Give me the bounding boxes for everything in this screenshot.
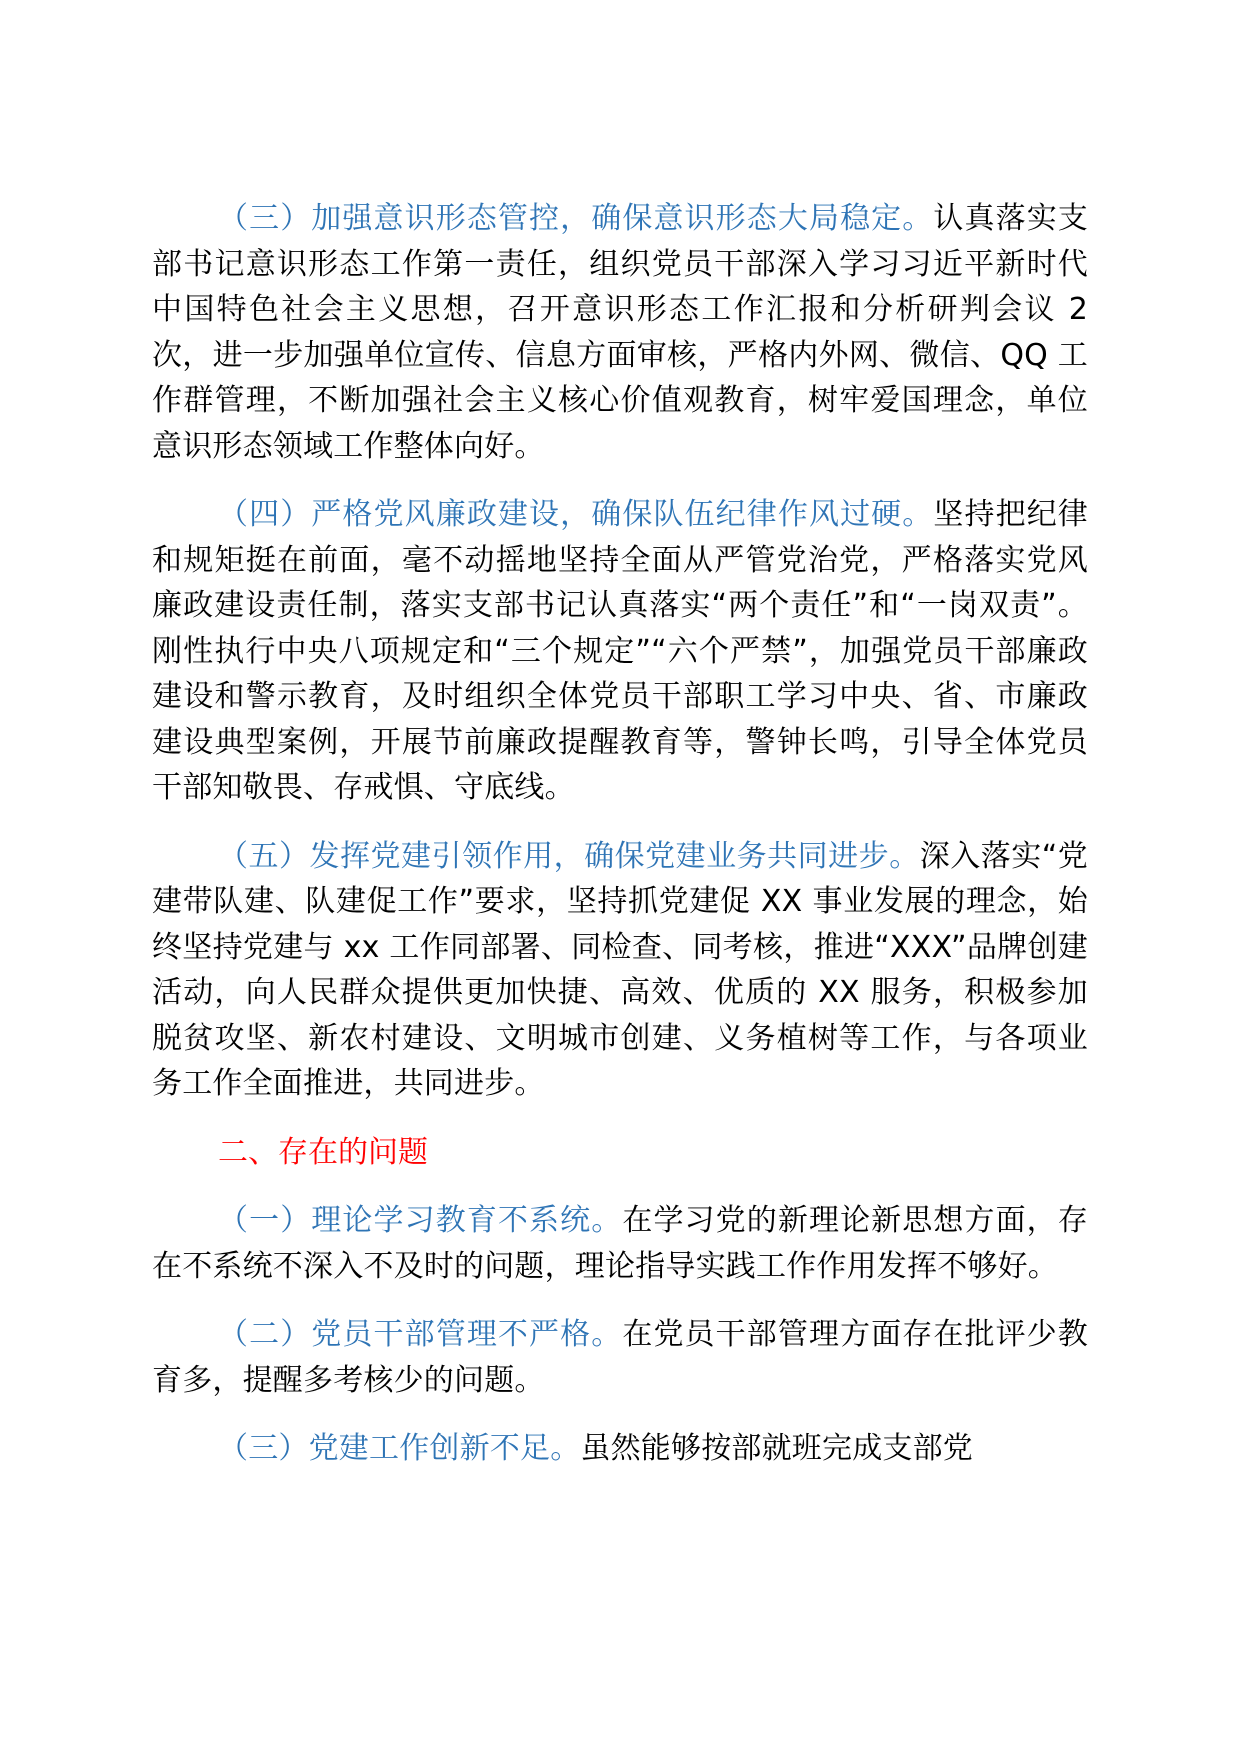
paragraph-body: 深入落实“党建带队建、队建促工作”要求，坚持抓党建促 XX 事业发展的理念，始终坚持党建与 xx 工作同部署、同检查、同考核，推进“XXX”品牌创建活动，向人民群众提供更加快捷、高效、优质的 XX 服务，积极参加脱贫攻坚、新农村建设、文明城市创建、义务植树等工作，与各项业务工作全面推进，共同进步。 [152, 838, 1088, 1101]
problem-body: 在学习党的新理论新思想方面，存在不系统不深入不及时的问题，理论指导实践工作作用发挥不够好。 [152, 1203, 1088, 1284]
paragraph-heading: （五）发挥党建引领作用，确保党建业务共同进步。 [218, 838, 920, 874]
paragraph-leadership [152, 834, 1088, 1107]
paragraph-body: 认真落实支部书记意识形态工作第一责任，组织党员干部深入学习习近平新时代中国特色社会主义思想，召开意识形态工作汇报和分析研判会议 2 次，进一步加强单位宣传、信息方面审核，严格内外网、微信、QQ 工作群管理，不断加强社会主义核心价值观教育，树牢爱国理念，单位意识形态领域工作整体向好。 [152, 201, 1089, 464]
problem-body: 在党员干部管理方面存在批评少教育多，提醒多考核少的问题。 [152, 1317, 1088, 1398]
problem-item-theory [152, 1198, 1088, 1289]
section-heading-problems: 二、存在的问题 [218, 1134, 428, 1170]
problem-item-innovation [152, 1426, 1088, 1472]
problem-heading: （二）党员干部管理不严格。 [218, 1317, 623, 1352]
document-page [152, 196, 1088, 1495]
problem-heading: （一）理论学习教育不系统。 [218, 1203, 623, 1238]
paragraph-ideology [152, 196, 1088, 469]
paragraph-body: 坚持把纪律和规矩挺在前面，毫不动摇地坚持全面从严管党治党，严格落实党风廉政建设责任制，落实支部书记认真落实“两个责任”和“一岗双责”。刚性执行中央八项规定和“三个规定”“六个严禁”，加强党员干部廉政建设和警示教育，及时组织全体党员干部职工学习中央、省、市廉政建设典型案例，开展节前廉政提醒教育等，警钟长鸣，引导全体党员干部知敬畏、存戒惧、守底线。 [152, 497, 1089, 805]
problem-item-management [152, 1312, 1088, 1403]
paragraph-heading: （四）严格党风廉政建设，确保队伍纪律作风过硬。 [218, 497, 934, 532]
paragraph-heading: （三）加强意识形态管控，确保意识形态大局稳定。 [218, 201, 934, 236]
problem-heading: （三）党建工作创新不足。 [218, 1431, 581, 1466]
paragraph-integrity [152, 492, 1088, 811]
problem-body: 虽然能够按部就班完成支部党 [580, 1431, 974, 1466]
